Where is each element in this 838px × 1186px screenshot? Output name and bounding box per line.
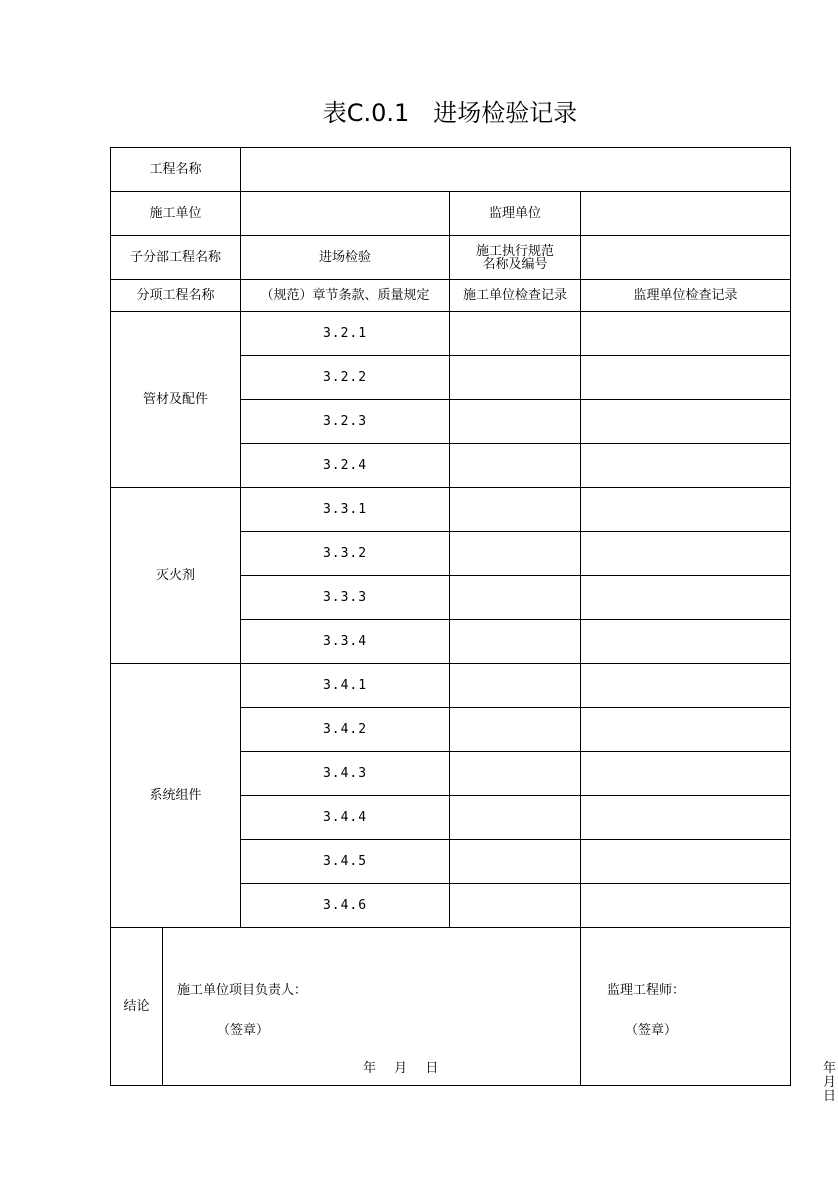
supervision-date-label <box>813 1062 838 1104</box>
supervision-record-cell[interactable] <box>581 708 791 752</box>
construction-record-cell[interactable] <box>450 796 581 840</box>
construction-seal-label: （签章） <box>217 1023 270 1038</box>
col-header-clause: （规范）章节条款、质量规定 <box>241 280 450 312</box>
clause-number: 3.3.1 <box>241 488 450 532</box>
item-group-name: 系统组件 <box>111 664 241 928</box>
construction-record-cell[interactable] <box>450 708 581 752</box>
clause-number: 3.2.2 <box>241 356 450 400</box>
supervision-year-label: 年 <box>823 1061 838 1076</box>
construction-record-cell[interactable] <box>450 356 581 400</box>
construction-record-cell[interactable] <box>450 620 581 664</box>
supervision-day-label: 日 <box>823 1089 838 1104</box>
sub-division-label: 子分部工程名称 <box>111 236 241 280</box>
construction-person-label: 施工单位项目负责人： <box>177 983 308 998</box>
clause-number: 3.4.6 <box>241 884 450 928</box>
item-group-name: 灭火剂 <box>111 488 241 664</box>
clause-number: 3.4.5 <box>241 840 450 884</box>
standard-label <box>450 236 581 280</box>
supervision-record-cell[interactable] <box>581 356 791 400</box>
construction-day-label: 日 <box>425 1061 441 1076</box>
construction-record-cell[interactable] <box>450 664 581 708</box>
construction-record-cell[interactable] <box>450 884 581 928</box>
construction-record-cell[interactable] <box>450 444 581 488</box>
supervision-record-cell[interactable] <box>581 840 791 884</box>
clause-number: 3.4.2 <box>241 708 450 752</box>
construction-unit-field[interactable] <box>241 192 450 236</box>
clause-number: 3.2.1 <box>241 312 450 356</box>
inspection-item-row <box>111 488 791 532</box>
col-header-construction-record: 施工单位检查记录 <box>450 280 581 312</box>
supervision-record-cell[interactable] <box>581 312 791 356</box>
conclusion-label: 结论 <box>111 928 163 1086</box>
clause-number: 3.4.1 <box>241 664 450 708</box>
clause-number: 3.2.3 <box>241 400 450 444</box>
supervision-person-label: 监理工程师： <box>607 983 686 998</box>
supervision-record-cell[interactable] <box>581 664 791 708</box>
clause-number: 3.2.4 <box>241 444 450 488</box>
row-project-name <box>111 148 791 192</box>
supervision-record-cell[interactable] <box>581 532 791 576</box>
supervision-unit-label: 监理单位 <box>450 192 581 236</box>
construction-record-cell[interactable] <box>450 488 581 532</box>
construction-record-cell[interactable] <box>450 840 581 884</box>
construction-month-label: 月 <box>394 1061 410 1076</box>
inspection-form-table <box>110 147 838 1104</box>
construction-year-label: 年 <box>363 1061 379 1076</box>
construction-unit-label: 施工单位 <box>111 192 241 236</box>
clause-number: 3.3.3 <box>241 576 450 620</box>
supervision-record-cell[interactable] <box>581 576 791 620</box>
row-column-headers <box>111 280 791 312</box>
construction-record-cell[interactable] <box>450 312 581 356</box>
supervision-record-cell[interactable] <box>581 400 791 444</box>
col-header-supervision-record: 监理单位检查记录 <box>581 280 791 312</box>
sub-division-value: 进场检验 <box>241 236 450 280</box>
standard-label-text: 施工执行规范名称及编号 <box>476 243 555 272</box>
construction-record-cell[interactable] <box>450 576 581 620</box>
construction-record-cell[interactable] <box>450 532 581 576</box>
supervision-record-cell[interactable] <box>581 884 791 928</box>
supervision-record-cell[interactable] <box>581 620 791 664</box>
supervision-seal-label: （签章） <box>625 1023 678 1038</box>
construction-record-cell[interactable] <box>450 400 581 444</box>
col-header-item-name: 分项工程名称 <box>111 280 241 312</box>
inspection-item-row <box>111 664 791 708</box>
clause-number: 3.3.4 <box>241 620 450 664</box>
clause-number: 3.3.2 <box>241 532 450 576</box>
construction-record-cell[interactable] <box>450 752 581 796</box>
construction-sign-cell[interactable] <box>163 928 581 1086</box>
supervision-month-label: 月 <box>823 1075 838 1090</box>
row-units <box>111 192 791 236</box>
construction-date-label <box>353 1062 440 1076</box>
item-group-name: 管材及配件 <box>111 312 241 488</box>
supervision-unit-field[interactable] <box>581 192 791 236</box>
row-conclusion <box>111 928 791 1086</box>
supervision-record-cell[interactable] <box>581 444 791 488</box>
project-name-field[interactable] <box>241 148 791 192</box>
clause-number: 3.4.3 <box>241 752 450 796</box>
supervision-record-cell[interactable] <box>581 752 791 796</box>
row-subdivision <box>111 236 791 280</box>
project-name-label: 工程名称 <box>111 148 241 192</box>
clause-number: 3.4.4 <box>241 796 450 840</box>
supervision-sign-cell[interactable] <box>581 928 838 1104</box>
standard-field[interactable] <box>581 236 791 280</box>
form-title: 表C.0.1 进场检验记录 <box>322 99 578 127</box>
inspection-item-row <box>111 312 791 356</box>
supervision-record-cell[interactable] <box>581 796 791 840</box>
supervision-record-cell[interactable] <box>581 488 791 532</box>
